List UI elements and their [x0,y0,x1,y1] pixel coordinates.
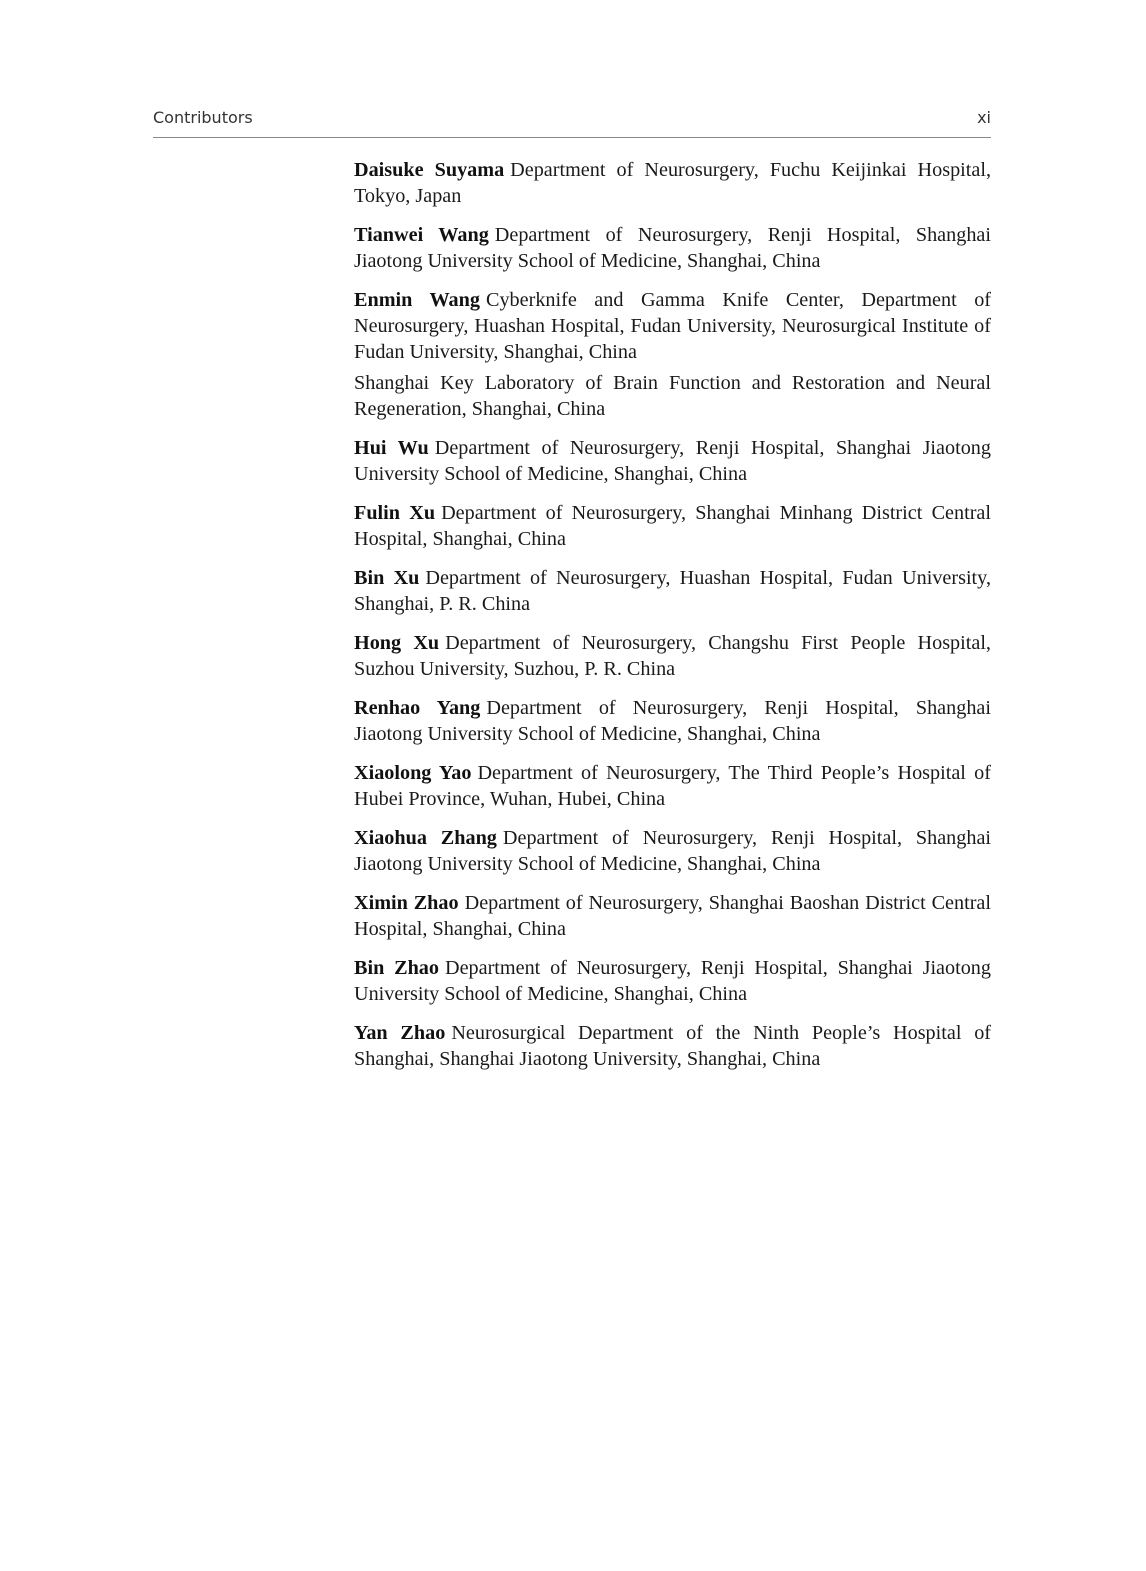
contributor-name: Xiaolong Yao [354,762,472,784]
contributor-affiliation: Department of Neurosurgery, Renji Hospital, Shanghai Jiaotong University School of Medicine, Shanghai, China [354,957,991,1005]
contributor-affiliation: Department of Neurosurgery, Renji Hospital, Shanghai Jiaotong University School of Medicine, Shanghai, China [354,697,991,745]
contributor-entry [354,287,991,422]
contributor-name: Tianwei Wang [354,224,489,246]
contributor-entry [354,157,991,209]
contributor-affiliation: Department of Neurosurgery, Renji Hospital, Shanghai Jiaotong University School of Medicine, Shanghai, China [354,827,992,875]
contributor-name: Xiaohua Zhang [354,827,497,849]
contributor-entry [354,500,991,552]
contributor-entry [354,1020,991,1072]
contributor-name: Bin Xu [354,567,420,589]
contributor-entry [354,825,991,877]
contributor-entry [354,435,991,487]
running-head [153,108,991,132]
contributor-entry [354,890,991,942]
contributor-entry [354,565,991,617]
contributor-name: Ximin Zhao [354,892,459,914]
contributor-entry [354,222,991,274]
contributor-affiliation: Department of Neurosurgery, Huashan Hospital, Fudan University, Shanghai, P. R. China [354,567,991,615]
section-title: Contributors [153,108,253,127]
contributor-affiliation: Neurosurgical Department of the Ninth People’s Hospital of Shanghai, Shanghai Jiaotong University, Shanghai, China [354,1022,992,1070]
page-number: xi [977,108,991,127]
contributor-affiliation: Department of Neurosurgery, The Third People’s Hospital of Hubei Province, Wuhan, Hubei, China [354,762,991,810]
contributor-list [354,157,991,1085]
contributor-affiliation: Department of Neurosurgery, Renji Hospital, Shanghai Jiaotong University School of Medicine, Shanghai, China [354,224,991,272]
contributor-name: Yan Zhao [354,1022,446,1044]
header-rule [153,137,991,138]
contributor-affiliation: Cyberknife and Gamma Knife Center, Department of Neurosurgery, Huashan Hospital, Fudan University, Neurosurgical Institute of Fudan University, Shanghai, China [354,289,992,363]
contributor-affiliation: Shanghai Key Laboratory of Brain Function and Restoration and Neural Regeneration, Shanghai, China [354,372,991,420]
contributor-name: Bin Zhao [354,957,439,979]
contributor-entry [354,695,991,747]
contributor-name: Renhao Yang [354,697,481,719]
contributor-entry [354,630,991,682]
contributor-name: Hong Xu [354,632,440,654]
contributor-name: Hui Wu [354,437,429,459]
contributor-entry [354,955,991,1007]
contributor-affiliation: Department of Neurosurgery, Fuchu Keijinkai Hospital, Tokyo, Japan [354,159,991,207]
contributor-affiliation: Department of Neurosurgery, Shanghai Baoshan District Central Hospital, Shanghai, China [354,892,991,940]
contributor-name: Enmin Wang [354,289,480,311]
contributor-affiliation: Department of Neurosurgery, Renji Hospital, Shanghai Jiaotong University School of Medicine, Shanghai, China [354,437,991,485]
contributor-affiliation: Department of Neurosurgery, Changshu First People Hospital, Suzhou University, Suzhou, P. R. China [354,632,991,680]
contributor-affiliation: Department of Neurosurgery, Shanghai Minhang District Central Hospital, Shanghai, China [354,502,992,550]
contributor-name: Fulin Xu [354,502,436,524]
contributor-name: Daisuke Suyama [354,159,505,181]
contributor-entry [354,760,991,812]
